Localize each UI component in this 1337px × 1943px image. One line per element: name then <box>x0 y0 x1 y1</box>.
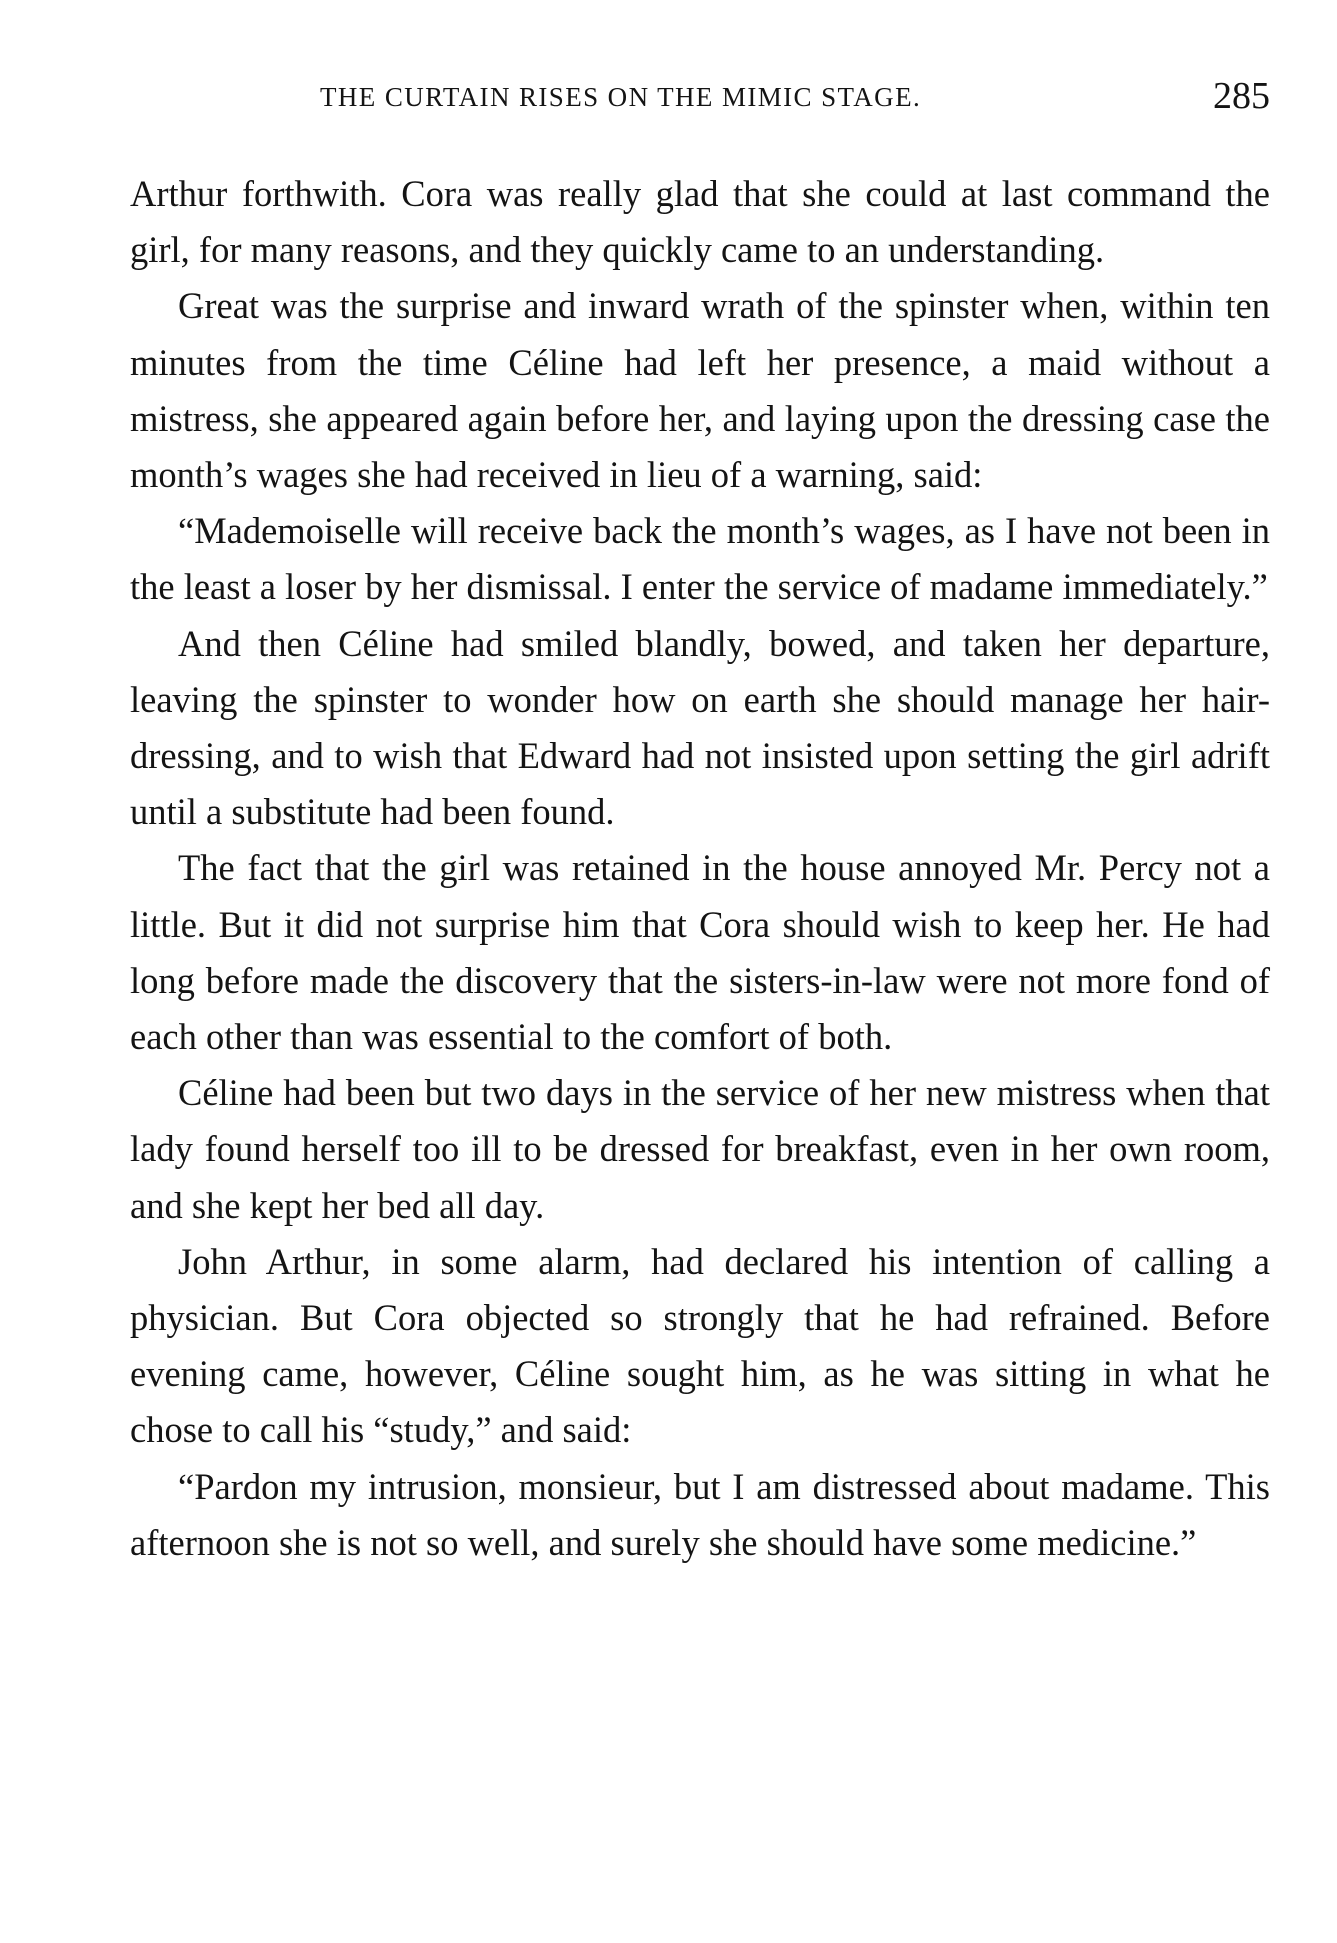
paragraph: The fact that the girl was retained in the house annoyed Mr. Percy not a little. But it did not surprise him that Cora should wish to keep her. He had long before made the discovery that the sisters-in-law were not more fond of each other than was essential to the comfort of both. <box>130 847 1270 1058</box>
page-number: 285 <box>1213 75 1270 117</box>
paragraph: “Mademoiselle will receive back the month’s wages, as I have not been in the least a loser by her dismissal. I enter the service of madame immediately.” <box>130 510 1270 608</box>
body-text <box>130 166 1270 1571</box>
paragraph-continuation: Arthur forthwith. Cora was really glad that she could at last command the girl, for many reasons, and they quickly came to an understanding. <box>130 173 1270 271</box>
paragraph: Céline had been but two days in the service of her new mistress when that lady found herself too ill to be dressed for breakfast, even in her own room, and she kept her bed all day. <box>130 1072 1270 1226</box>
paragraph: “Pardon my intrusion, monsieur, but I am distressed about madame. This afternoon she is not so well, and surely she should have some medicine.” <box>130 1465 1270 1563</box>
running-head <box>130 75 1270 128</box>
paragraph: John Arthur, in some alarm, had declared his intention of calling a physician. But Cora objected so strongly that he had refrained. Before evening came, however, Céline sought him, as he was sitting in what he chose to call his “study,” and said: <box>130 1240 1270 1451</box>
paragraph: Great was the surprise and inward wrath of the spinster when, within ten minutes from the time Céline had left her presence, a maid without a mistress, she appeared again before her, and laying upon the dressing case the month’s wages she had received in lieu of a warning, said: <box>130 285 1270 496</box>
paragraph: And then Céline had smiled blandly, bowed, and taken her departure, leaving the spinster to wonder how on earth she should manage her hair-dressing, and to wish that Edward had not insisted upon setting the girl adrift until a substitute had been found. <box>130 622 1270 833</box>
running-title: THE CURTAIN RISES ON THE MIMIC STAGE. <box>320 82 922 112</box>
